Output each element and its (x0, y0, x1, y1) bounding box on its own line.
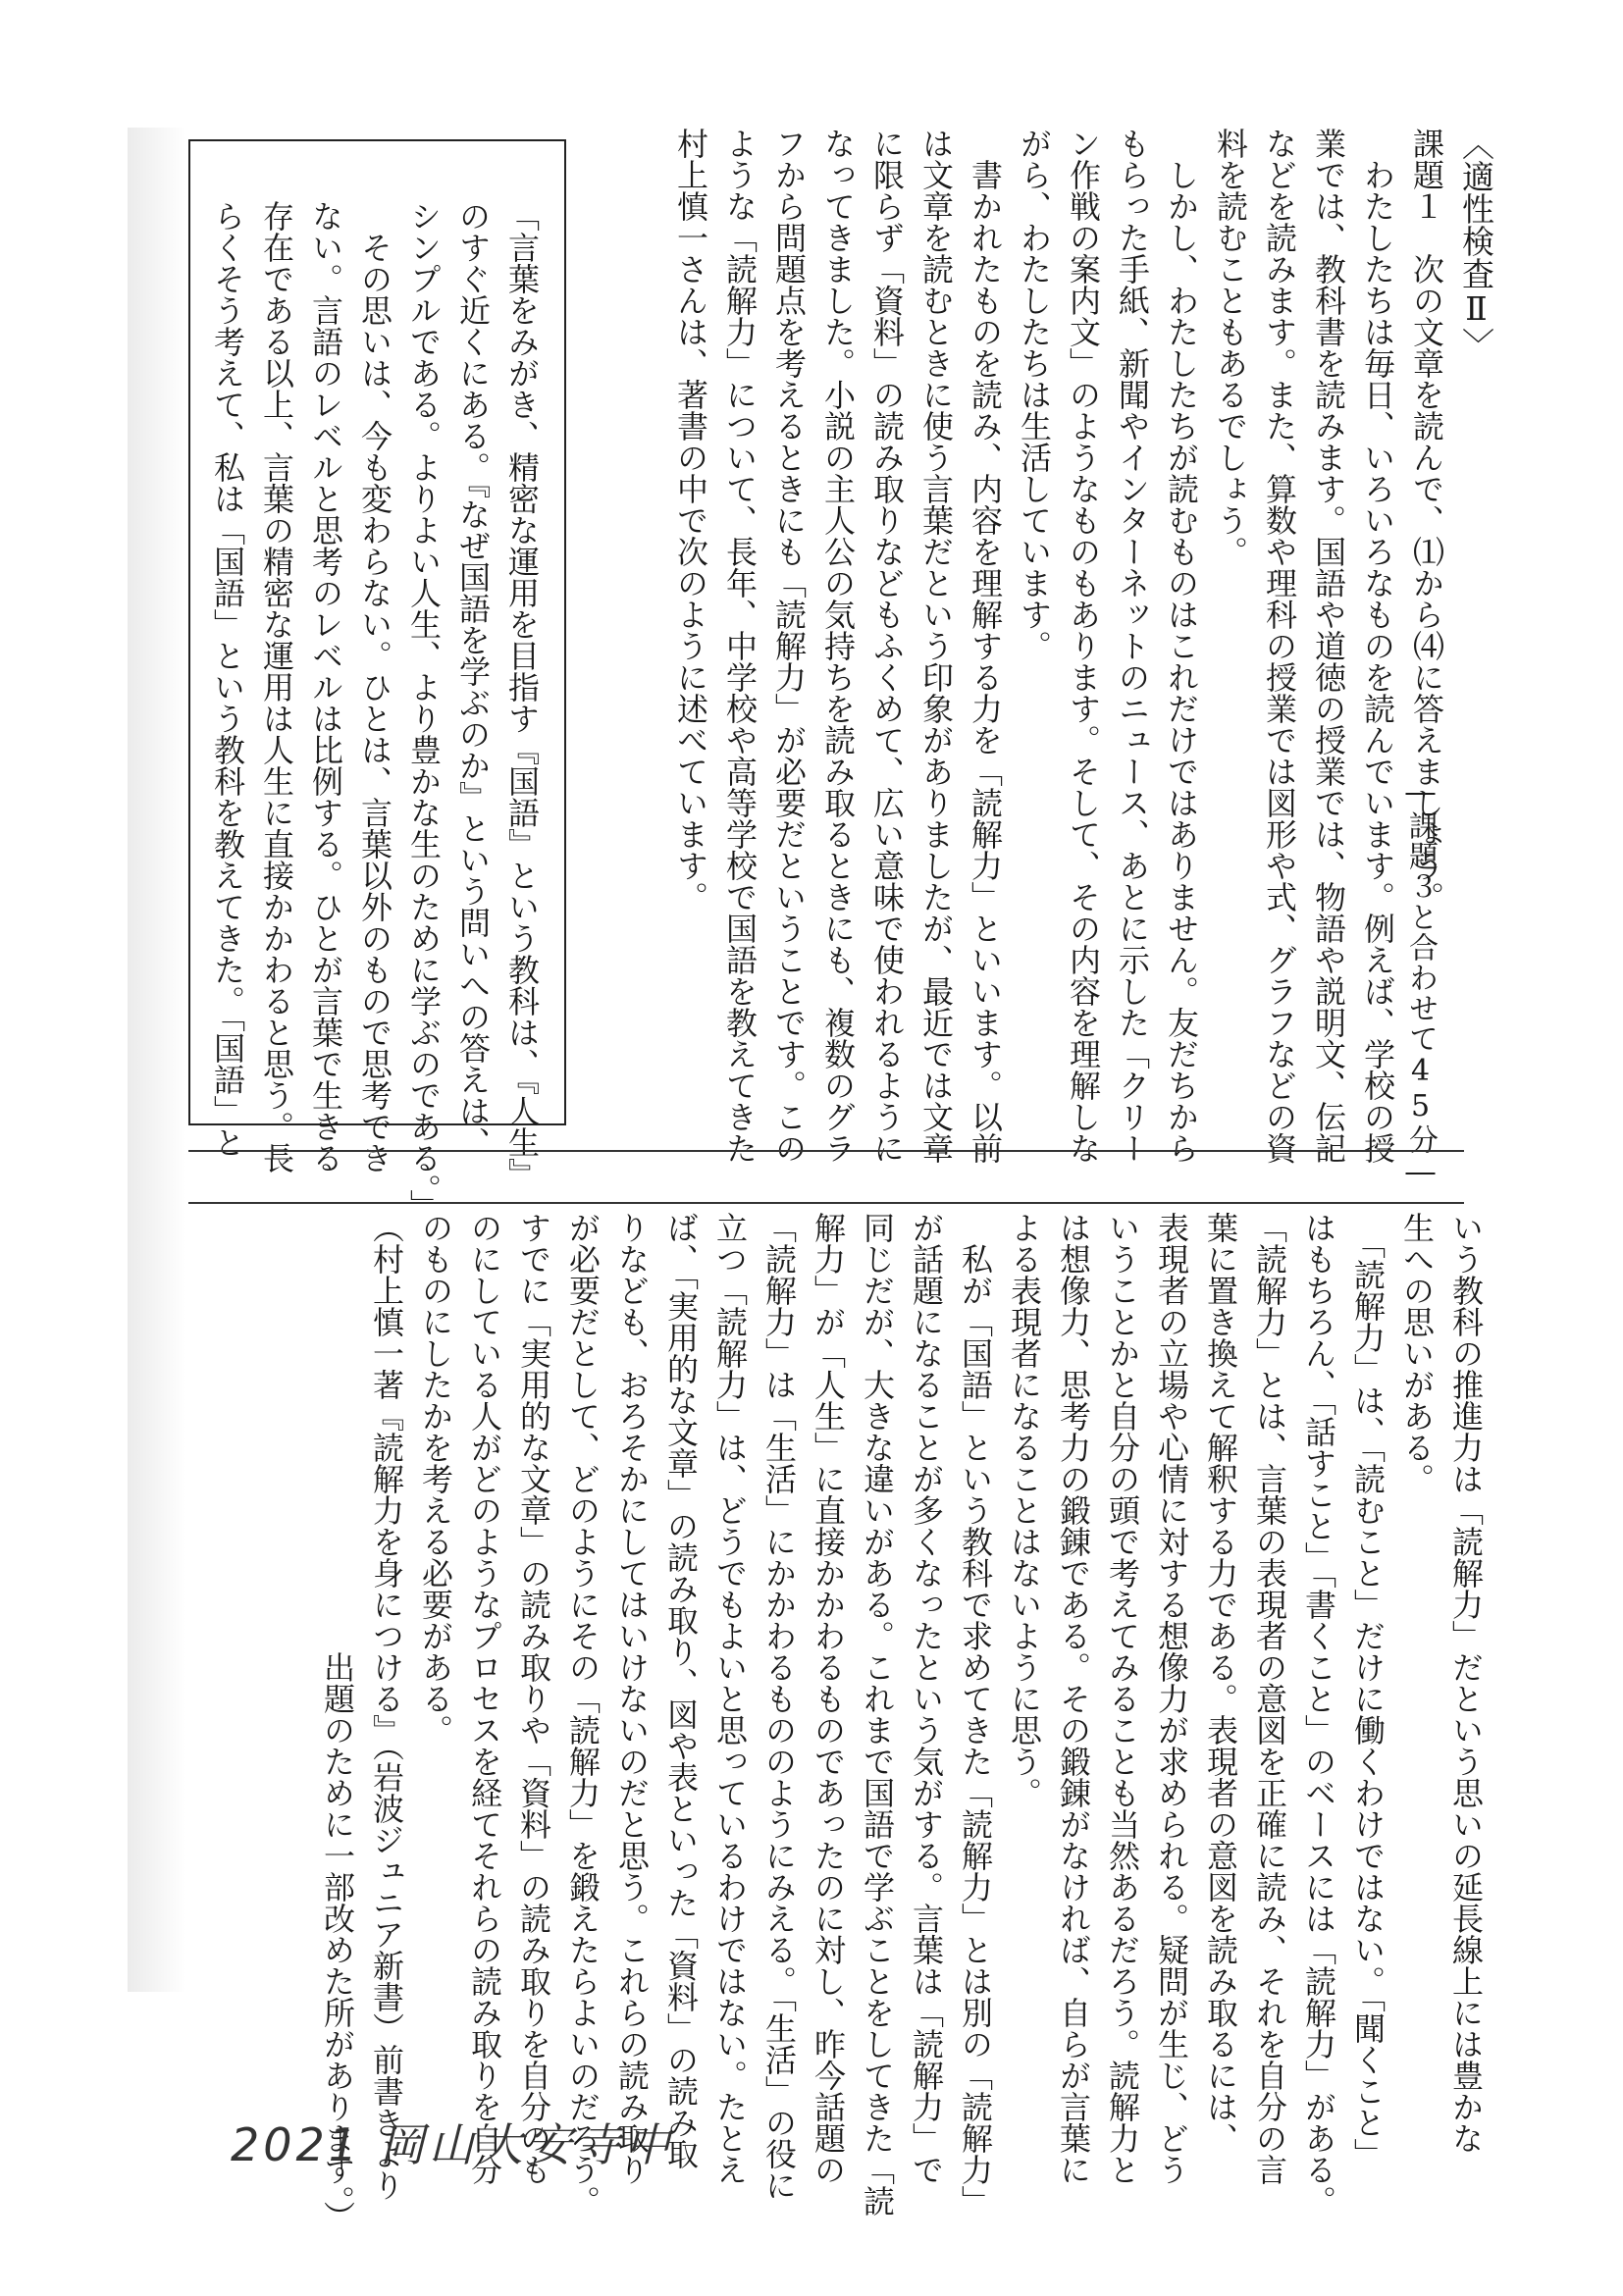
quote-box (188, 139, 566, 1221)
scan-shadow (128, 128, 186, 1992)
quote-passage: 「言葉をみがき、精密な運用を目指す『国語』という教科は、『人生』 のすぐ近くにある。『なぜ国語を学ぶのか』という問いへの答えは、 シンプルである。よりよい人生、より豊かな生のために学ぶのである。」 その思いは、今も変わらない。ひとは、言葉以外のもので思考でき ない。言語のレベルと思考のレベルは比例する。ひとが言葉で生きる 存在である以上、言葉の精密な運用は人生に直接かかわると思う。長 らくそう考えて、私は「国語」という教科を教えてきた。「国語」と (209, 200, 541, 1221)
section-header: 〈適性検査Ⅱ〉 (1457, 128, 1495, 360)
handwritten-note: 2021 岡山大安寺中 (231, 2118, 674, 2171)
time-limit-note: ―課題３と合わせて45分― (1403, 775, 1438, 1190)
lower-passage: いう教科の推進力は「読解力」だという思いの延長線上には豊かな 生への思いがある。 「読解力」は、「読むこと」だけに働くわけではない。「聞くこと」 はもちろん、「話すこと」「書くこと」のベースには「読解力」がある。 「読解力」とは、言葉の表現者の意図を正確に読み、それを自分の言 葉に置き換えて解釈する力である。表現者の意図を読み取るには、 表現者の立場や心情に対する想像力が求められる。疑問が生じ、どう いうことかと自分の頭で考えてみることも当然あるだろう。読解力と は想像力、思考力の鍛錬である。その鍛錬がなければ、自らが言葉に よる表現者になることはないように思う。 私が「国語」という教科で求めてきた「読解力」とは別の「読解力」 が話題になることが多くなったという気がする。言葉は「読解力」で 同じだが、大きな違いがある。これまで国語で学ぶことをしてきた「読 解力」が「人生」に直接かかわるものであったのに対し、昨今話題の 「読解力」は「生活」にかかわるもののようにみえる。「生活」の役に 立つ「読解力」は、どうでもよいと思っているわけではない。たとえ ば、「実用的な文章」の読み取り、図や表といった「資料」の読み取 りなども、おろそかにしてはいけないのだと思う。これらの読み取り が必要だとして、どのようにその「読解力」を鍛えたらよいのだろう。 すでに「実用的な文章」の読み取りや「資料」の読み取りを自分のも のにしている人がどのようなプロセスを経てそれらの読み取りを自分 のものにしたかを考える必要がある。 （村上慎一著『読解力を身につける』（岩波ジュニア新書）前書きより 出題のために一部改めた所があります。） (319, 1212, 1485, 2232)
upper-passage: 課題１ 次の文章を読んで、⑴から⑷に答えましょう。 わたしたちは毎日、いろいろなものを読んでいます。例えば、学校の授 業では、教科書を読みます。国語や道徳の授業では、物語や説明文、伝記 などを読みます。また、算数や理科の授業では図形や式、グラフなどの資 料を読むこともあるでしょう。 しかし、わたしたちが読むものはこれだけではありません。友だちから もらった手紙、新聞やインターネットのニュース、あとに示した「クリー ン作戦の案内文」のようなものもあります。そして、その内容を理解しな がら、わたしたちは生活しています。 書かれたものを読み、内容を理解する力を「読解力」といいます。以前 は文章を読むときに使う言葉だという印象がありましたが、最近では文章 に限らず「資料」の読み取りなどもふくめて、広い意味で使われるように なってきました。小説の主人公の気持ちを読み取るときにも、複数のグラ フから問題点を考えるときにも「読解力」が必要だということです。この ような「読解力」について、長年、中学校や高等学校で国語を教えてきた 村上慎一さんは、著書の中で次のように述べています。 (672, 128, 1445, 1164)
divider-top (188, 1150, 1464, 1152)
divider-bottom (188, 1202, 1464, 1204)
